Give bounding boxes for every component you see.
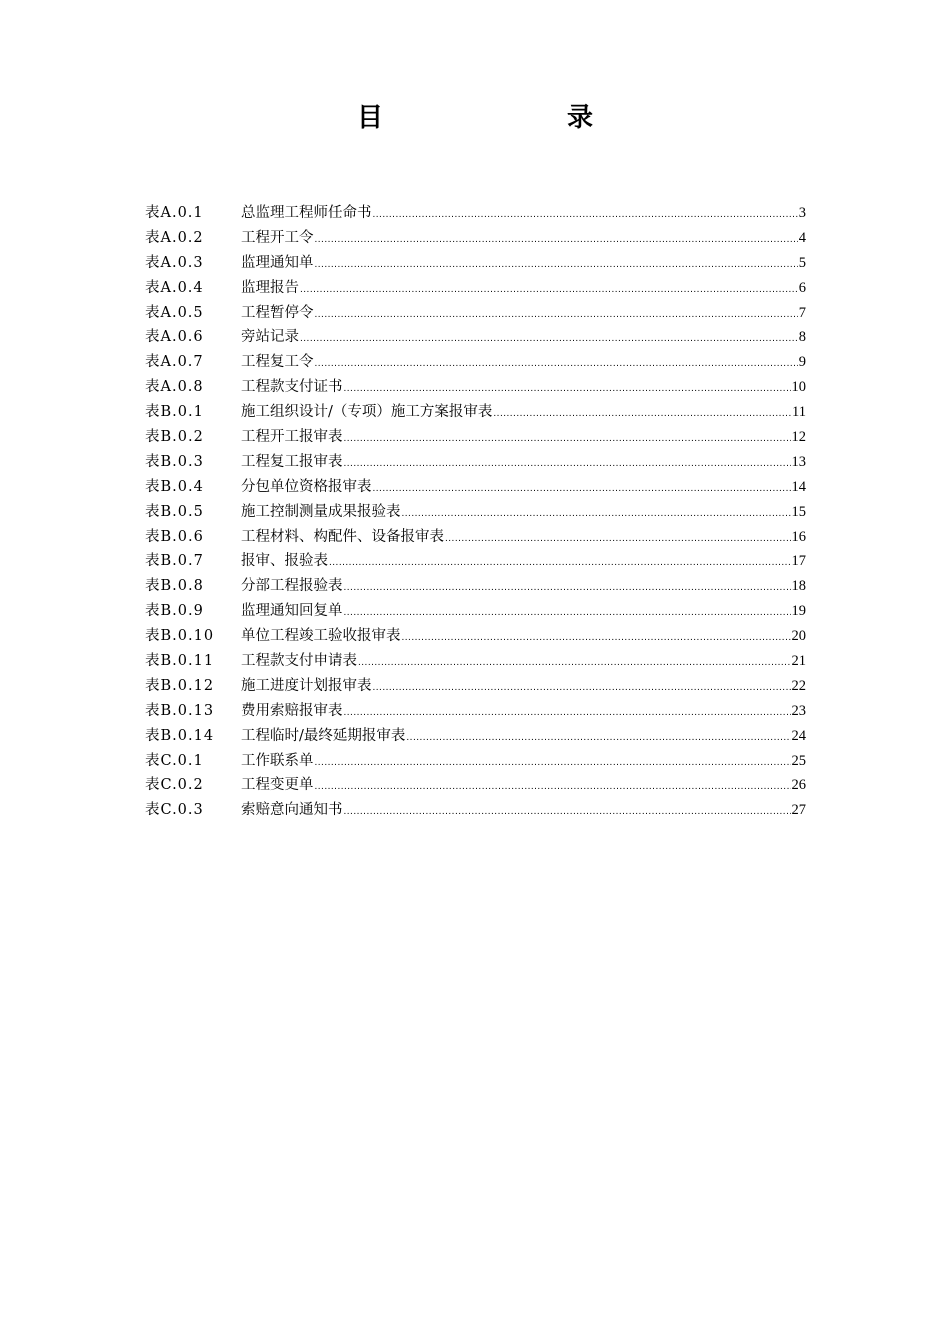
toc-entry-page: 15: [791, 503, 806, 520]
toc-entry-title: 报审、报验表: [241, 553, 328, 570]
toc-dot-leader: [373, 477, 791, 502]
toc-entry[interactable]: [145, 699, 806, 724]
toc-dot-leader: [344, 377, 791, 402]
toc-entry[interactable]: [145, 549, 806, 574]
toc-entry-title: 监理报告: [241, 279, 299, 296]
toc-entry-title: 工程临时/最终延期报审表: [241, 727, 406, 744]
toc-dot-leader: [315, 751, 791, 776]
toc-dot-leader: [373, 203, 798, 228]
toc-entry-page: 11: [792, 404, 806, 421]
toc-dot-leader: [358, 651, 791, 676]
toc-entry-id: 表B.0.9: [145, 603, 204, 620]
toc-entry-id: 表A.0.6: [145, 329, 204, 346]
toc-entry-page: 23: [791, 702, 806, 719]
toc-dot-leader: [344, 452, 791, 477]
toc-dot-leader: [300, 327, 798, 352]
toc-entry-id: 表B.0.10: [145, 628, 215, 645]
toc-dot-leader: [300, 278, 798, 303]
toc-entry-page: 7: [798, 304, 806, 321]
toc-entry[interactable]: [145, 649, 806, 674]
toc-entry-id: 表A.0.7: [145, 354, 204, 371]
toc-entry-title: 施工控制测量成果报验表: [241, 503, 401, 520]
toc-entry-page: 27: [791, 802, 806, 819]
toc-entry-title: 单位工程竣工验收报审表: [241, 628, 401, 645]
toc-entry-title: 索赔意向通知书: [241, 802, 343, 819]
toc-entry[interactable]: [145, 375, 806, 400]
toc-dot-leader: [315, 253, 798, 278]
toc-entry[interactable]: [145, 350, 806, 375]
toc-entry[interactable]: [145, 226, 806, 251]
toc-entry-page: 6: [798, 279, 806, 296]
toc-entry-page: 26: [791, 777, 806, 794]
toc-entry-id: 表A.0.5: [145, 304, 204, 321]
toc-entry-id: 表A.0.3: [145, 254, 204, 271]
toc-entry[interactable]: [145, 773, 806, 798]
table-of-contents: [145, 201, 806, 823]
toc-entry-id: 表C.0.2: [145, 777, 204, 794]
toc-entry-id: 表B.0.4: [145, 478, 204, 495]
toc-entry-page: 25: [791, 752, 806, 769]
toc-entry-page: 21: [791, 653, 806, 670]
toc-entry-page: 9: [798, 354, 806, 371]
toc-entry-title: 工程款支付申请表: [241, 653, 357, 670]
toc-entry[interactable]: [145, 724, 806, 749]
toc-entry-title: 工程暂停令: [241, 304, 314, 321]
toc-entry-id: 表C.0.1: [145, 752, 204, 769]
toc-entry-id: 表A.0.8: [145, 379, 204, 396]
toc-entry[interactable]: [145, 798, 806, 823]
toc-dot-leader: [344, 701, 791, 726]
toc-entry-title: 工程变更单: [241, 777, 314, 794]
toc-entry-id: 表B.0.6: [145, 528, 204, 545]
toc-entry-title: 工程款支付证书: [241, 379, 343, 396]
toc-entry-id: 表B.0.14: [145, 727, 215, 744]
toc-entry-page: 14: [791, 478, 806, 495]
toc-dot-leader: [315, 352, 798, 377]
toc-entry[interactable]: [145, 325, 806, 350]
toc-dot-leader: [315, 775, 791, 800]
toc-entry-id: 表B.0.2: [145, 429, 204, 446]
toc-entry-id: 表B.0.12: [145, 677, 215, 694]
toc-entry-id: 表A.0.2: [145, 229, 204, 246]
toc-entry-title: 施工组织设计/（专项）施工方案报审表: [241, 404, 493, 421]
toc-entry[interactable]: [145, 450, 806, 475]
toc-entry[interactable]: [145, 400, 806, 425]
toc-entry[interactable]: [145, 749, 806, 774]
toc-entry[interactable]: [145, 301, 806, 326]
toc-entry-page: 10: [791, 379, 806, 396]
toc-dot-leader: [493, 402, 791, 427]
toc-dot-leader: [344, 601, 791, 626]
toc-entry-page: 13: [791, 453, 806, 470]
toc-entry-id: 表C.0.3: [145, 802, 204, 819]
toc-entry-page: 8: [798, 329, 806, 346]
toc-entry-title: 施工进度计划报审表: [241, 677, 372, 694]
toc-entry[interactable]: [145, 674, 806, 699]
toc-entry[interactable]: [145, 201, 806, 226]
toc-entry-id: 表A.0.1: [145, 205, 204, 221]
toc-entry-title: 总监理工程师任命书: [241, 205, 372, 221]
toc-entry-title: 费用索赔报审表: [241, 702, 343, 719]
toc-entry-page: 22: [791, 677, 806, 694]
toc-entry-id: 表B.0.7: [145, 553, 204, 570]
toc-entry[interactable]: [145, 251, 806, 276]
toc-entry-id: 表A.0.4: [145, 279, 204, 296]
toc-entry-page: 4: [798, 229, 806, 246]
toc-entry-page: 17: [791, 553, 806, 570]
toc-entry[interactable]: [145, 276, 806, 301]
toc-entry-id: 表B.0.8: [145, 578, 204, 595]
toc-entry[interactable]: [145, 475, 806, 500]
toc-entry-title: 工程材料、构配件、设备报审表: [241, 528, 444, 545]
toc-entry-title: 工程开工令: [241, 229, 314, 246]
toc-entry-page: 20: [791, 628, 806, 645]
toc-dot-leader: [315, 303, 798, 328]
toc-dot-leader: [402, 626, 791, 651]
toc-entry-title: 工程复工报审表: [241, 453, 343, 470]
toc-dot-leader: [373, 676, 791, 701]
toc-entry[interactable]: [145, 599, 806, 624]
toc-entry-title: 分部工程报验表: [241, 578, 343, 595]
toc-dot-leader: [329, 551, 791, 576]
toc-entry-id: 表B.0.13: [145, 702, 215, 719]
toc-entry-id: 表B.0.5: [145, 503, 204, 520]
toc-entry[interactable]: [145, 624, 806, 649]
toc-entry-page: 12: [791, 429, 806, 446]
toc-entry-title: 工程复工令: [241, 354, 314, 371]
toc-entry-title: 旁站记录: [241, 329, 299, 346]
toc-entry[interactable]: [145, 574, 806, 599]
toc-dot-leader: [344, 576, 791, 601]
toc-entry-title: 工程开工报审表: [241, 429, 343, 446]
toc-entry[interactable]: [145, 425, 806, 450]
toc-entry-page: 19: [791, 603, 806, 620]
toc-entry-id: 表B.0.1: [145, 404, 204, 421]
toc-entry-id: 表B.0.11: [145, 653, 215, 670]
toc-entry-page: 5: [798, 254, 806, 271]
toc-entry-title: 工作联系单: [241, 752, 314, 769]
toc-entry[interactable]: [145, 500, 806, 525]
toc-dot-leader: [406, 726, 790, 751]
toc-dot-leader: [445, 527, 791, 552]
toc-entry[interactable]: [145, 525, 806, 550]
toc-entry-page: 24: [791, 727, 806, 744]
toc-entry-title: 监理通知单: [241, 254, 314, 271]
toc-dot-leader: [315, 228, 798, 253]
toc-entry-title: 监理通知回复单: [241, 603, 343, 620]
toc-entry-id: 表B.0.3: [145, 453, 204, 470]
toc-dot-leader: [402, 502, 791, 527]
toc-entry-page: 16: [791, 528, 806, 545]
toc-dot-leader: [344, 427, 791, 452]
page-title: 目 录: [356, 103, 637, 133]
toc-entry-page: 3: [798, 205, 806, 221]
toc-dot-leader: [344, 800, 791, 825]
toc-entry-title: 分包单位资格报审表: [241, 478, 372, 495]
toc-entry-page: 18: [791, 578, 806, 595]
